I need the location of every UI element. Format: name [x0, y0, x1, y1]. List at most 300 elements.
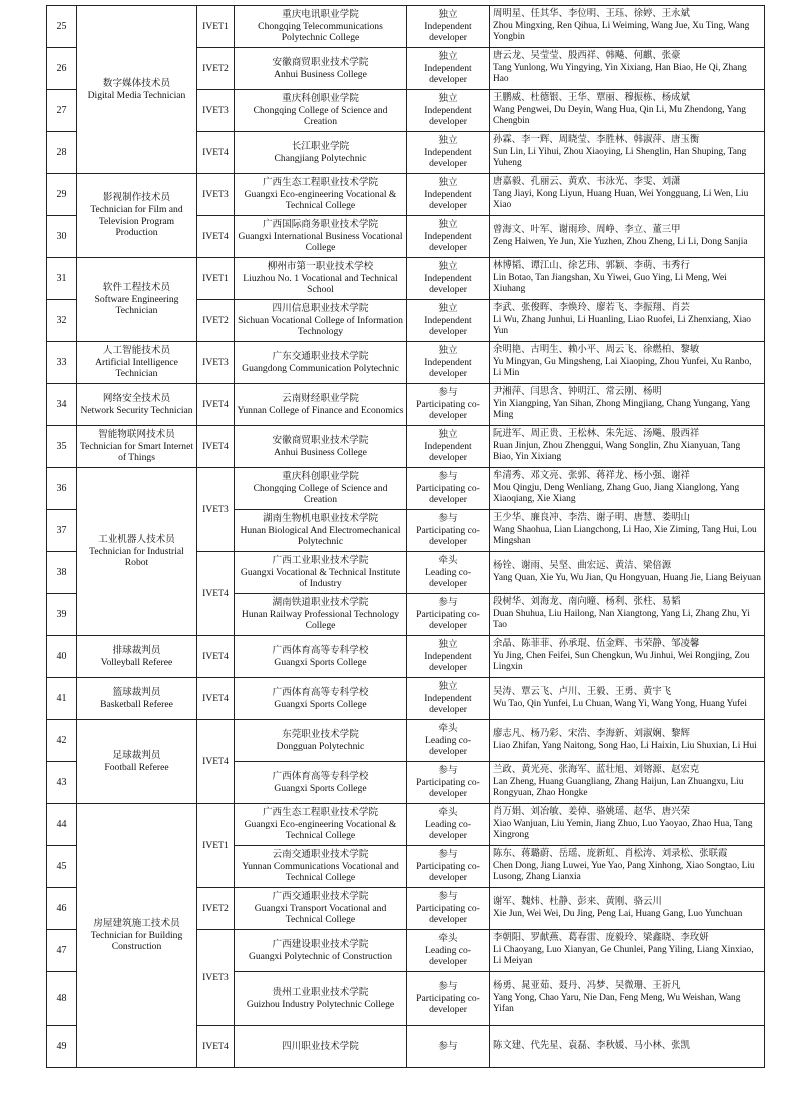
role-zh: 独立 — [438, 9, 458, 21]
role-en: Participating co-developer — [416, 776, 480, 800]
members-cell — [490, 258, 765, 300]
college-name-zh: 广西交通职业技术学院 — [272, 891, 369, 903]
college-cell — [235, 426, 407, 468]
occupation-name-en: Technician for Building Construction — [90, 929, 183, 953]
college-cell — [235, 636, 407, 678]
table-row — [47, 636, 765, 678]
college-name-en: Guangxi Eco-engineering Vocational & Technical College — [244, 818, 397, 842]
role-zh: 独立 — [438, 177, 458, 189]
role-zh: 参与 — [438, 471, 458, 483]
row-number: 38 — [47, 552, 77, 594]
members-cell — [490, 804, 765, 846]
members-en: Wang Pengwei, Du Deyin, Wang Hua, Qin Li, Mu Zhendong, Yang Chengbin — [493, 104, 746, 127]
members-zh: 牟清秀、邓文亮、张郭、蒋祥龙、杨小强、谢祥 — [493, 471, 690, 482]
role-zh: 参与 — [438, 891, 458, 903]
college-name-zh: 贵州工业职业技术学院 — [272, 986, 369, 998]
college-name-zh: 湖南铁道职业技术学院 — [272, 597, 369, 609]
row-number: 39 — [47, 594, 77, 636]
occupation-cell — [77, 636, 197, 678]
college-name-en: Guangxi International Business Vocational College — [238, 230, 403, 254]
role-zh: 参与 — [438, 597, 458, 609]
college-name-en: Guangxi Sports College — [274, 698, 367, 710]
members-zh: 林博韬、谭江山、徐艺玮、郭颖、李萌、韦秀行 — [493, 261, 690, 272]
members-zh: 吴涛、覃云飞、卢川、王毅、王勇、黄宇飞 — [493, 687, 672, 698]
role-en: Independent developer — [424, 440, 472, 464]
members-zh: 段树华、刘海龙、南向曈、杨利、张柱、易韬 — [493, 597, 681, 608]
role-zh: 独立 — [438, 681, 458, 693]
college-cell — [235, 384, 407, 426]
occupation-name-en: Football Referee — [104, 761, 169, 773]
members-zh: 谢军、魏炜、杜静、彭来、黄刚、骆云川 — [493, 897, 662, 908]
college-name-zh: 广西国际商务职业技术学院 — [262, 219, 379, 231]
role-zh: 独立 — [438, 429, 458, 441]
ivet-level: IVET4 — [197, 1026, 235, 1068]
role-cell — [407, 972, 490, 1026]
ivet-level: IVET4 — [197, 636, 235, 678]
row-number: 33 — [47, 342, 77, 384]
members-cell — [490, 6, 765, 48]
college-name-en: Guangdong Communication Polytechnic — [242, 362, 399, 374]
college-cell — [235, 510, 407, 552]
table-row — [47, 720, 765, 762]
table-row — [47, 678, 765, 720]
members-cell — [490, 552, 765, 594]
college-name-en: Guangxi Sports College — [274, 656, 367, 668]
occupation-cell — [77, 804, 197, 1068]
college-cell — [235, 342, 407, 384]
role-en: Leading co-developer — [424, 818, 472, 842]
row-number: 31 — [47, 258, 77, 300]
role-en: Independent developer — [424, 146, 472, 170]
row-number: 35 — [47, 426, 77, 468]
members-zh: 杨勇、晁亚茹、聂丹、冯梦、吴微珊、王祈凡 — [493, 981, 681, 992]
college-cell — [235, 720, 407, 762]
college-cell — [235, 552, 407, 594]
college-cell — [235, 6, 407, 48]
college-cell — [235, 804, 407, 846]
role-en: Leading co-developer — [424, 566, 472, 590]
college-name-zh: 东莞职业技术学院 — [282, 728, 359, 740]
ivet-level: IVET4 — [197, 552, 235, 636]
college-cell — [235, 300, 407, 342]
members-cell — [490, 1026, 765, 1068]
college-name-en: Changjiang Polytechnic — [274, 152, 367, 164]
members-zh: 王少华、廉良冲、李浩、谢子明、唐慧、娄明山 — [493, 513, 690, 524]
row-number: 48 — [47, 972, 77, 1026]
college-name-zh: 广西建设职业技术学院 — [272, 938, 369, 950]
occupation-name-en: Technician for Smart Internet of Things — [79, 440, 194, 464]
occupation-cell — [77, 426, 197, 468]
role-zh: 独立 — [438, 261, 458, 273]
role-cell — [407, 510, 490, 552]
occupation-name-zh: 房屋建筑施工技术员 — [93, 918, 180, 930]
college-name-zh: 重庆电讯职业学院 — [282, 9, 359, 21]
college-cell — [235, 174, 407, 216]
ivet-level: IVET1 — [197, 6, 235, 48]
row-number: 26 — [47, 48, 77, 90]
occupation-cell — [77, 384, 197, 426]
members-cell — [490, 468, 765, 510]
college-name-en: Liuzhou No. 1 Vocational and Technical School — [243, 272, 398, 296]
role-cell — [407, 174, 490, 216]
role-zh: 参与 — [438, 1040, 458, 1052]
members-zh: 陈文建、代先星、袁磊、李秋媛、马小林、张凯 — [493, 1040, 690, 1051]
role-cell — [407, 300, 490, 342]
occupation-name-zh: 篮球裁判员 — [112, 686, 161, 698]
developer-table — [46, 5, 765, 1068]
row-number: 36 — [47, 468, 77, 510]
table-body — [47, 6, 765, 1068]
ivet-level: IVET3 — [197, 930, 235, 1026]
members-zh: 唐云龙、吴莹莹、殷西祥、韩飚、何麒、张豪 — [493, 51, 681, 62]
row-number: 47 — [47, 930, 77, 972]
members-cell — [490, 636, 765, 678]
members-cell — [490, 300, 765, 342]
role-en: Participating co-developer — [416, 482, 480, 506]
row-number: 28 — [47, 132, 77, 174]
role-zh: 独立 — [438, 135, 458, 147]
occupation-name-zh: 足球裁判员 — [112, 749, 161, 761]
table-row — [47, 258, 765, 300]
occupation-name-zh: 影视制作技术员 — [102, 192, 171, 204]
college-name-en: Guangxi Transport Vocational and Technical College — [254, 902, 387, 926]
role-zh: 参与 — [438, 981, 458, 993]
role-zh: 牵头 — [438, 807, 458, 819]
row-number: 32 — [47, 300, 77, 342]
college-name-zh: 重庆科创职业学院 — [282, 471, 359, 483]
members-zh: 廖志凡、杨乃彩、宋浩、李海新、刘淑娴、黎辉 — [493, 729, 690, 740]
members-zh: 兰政、黄光亮、张海军、蓝壮旭、刘镕源、赵宏克 — [493, 765, 700, 776]
members-en: Zeng Haiwen, Ye Jun, Xie Yuzhen, Zhou Zheng, Li Li, Dong Sanjia — [493, 236, 748, 247]
college-name-zh: 广东交通职业技术学院 — [272, 350, 369, 362]
college-cell — [235, 132, 407, 174]
ivet-level: IVET2 — [197, 888, 235, 930]
occupation-name-zh: 软件工程技术员 — [102, 282, 171, 294]
members-en: Xiao Wanjuan, Liu Yemin, Jiang Zhuo, Luo Yaoyao, Zhao Hua, Tang Xingrong — [493, 818, 753, 841]
role-cell — [407, 48, 490, 90]
role-en: Leading co-developer — [424, 734, 472, 758]
members-en: Zhou Mingxing, Ren Qihua, Li Weiming, Wang Jue, Xu Ting, Wang Yongbin — [493, 20, 750, 43]
members-cell — [490, 888, 765, 930]
members-cell — [490, 48, 765, 90]
college-name-zh: 四川信息职业技术学院 — [272, 303, 369, 315]
role-en: Independent developer — [424, 692, 472, 716]
occupation-name-en: Technician for Film and Television Program Production — [90, 203, 183, 239]
role-en: Participating co-developer — [416, 860, 480, 884]
college-name-en: Chongqing College of Science and Creation — [253, 104, 388, 128]
college-name-zh: 广西体育高等专科学校 — [272, 644, 369, 656]
role-cell — [407, 216, 490, 258]
role-cell — [407, 846, 490, 888]
role-zh: 独立 — [438, 639, 458, 651]
role-cell — [407, 1026, 490, 1068]
college-cell — [235, 48, 407, 90]
row-number: 34 — [47, 384, 77, 426]
role-cell — [407, 594, 490, 636]
role-cell — [407, 132, 490, 174]
table-row — [47, 468, 765, 510]
members-cell — [490, 216, 765, 258]
members-cell — [490, 132, 765, 174]
members-en: Wang Shaohua, Lian Liangchong, Li Hao, Xie Ziming, Tang Hui, Lou Mingshan — [493, 524, 757, 547]
ivet-level: IVET4 — [197, 678, 235, 720]
row-number: 46 — [47, 888, 77, 930]
college-name-zh: 四川职业技术学院 — [282, 1040, 359, 1052]
occupation-cell — [77, 720, 197, 804]
role-zh: 参与 — [438, 387, 458, 399]
role-en: Participating co-developer — [416, 902, 480, 926]
row-number: 30 — [47, 216, 77, 258]
members-cell — [490, 426, 765, 468]
college-name-zh: 广西工业职业技术学院 — [272, 555, 369, 567]
college-cell — [235, 1026, 407, 1068]
role-cell — [407, 258, 490, 300]
college-name-zh: 广西生态工程职业技术学院 — [262, 177, 379, 189]
role-zh: 独立 — [438, 219, 458, 231]
members-zh: 余晶、陈菲菲、孙承琨、伍金辉、韦荣静、邹凌馨 — [493, 639, 700, 650]
occupation-name-en: Volleyball Referee — [100, 656, 173, 668]
table-row — [47, 384, 765, 426]
role-en: Participating co-developer — [416, 608, 480, 632]
college-name-en: Yunnan College of Finance and Economics — [237, 404, 404, 416]
college-name-en: Chongqing College of Science and Creation — [253, 482, 388, 506]
role-cell — [407, 384, 490, 426]
ivet-level: IVET2 — [197, 300, 235, 342]
college-name-zh: 长江职业学院 — [291, 140, 350, 152]
role-zh: 牵头 — [438, 933, 458, 945]
members-en: Yin Xiangping, Yan Sihan, Zhong Mingjiang, Chang Yungang, Yang Ming — [493, 398, 750, 421]
occupation-cell — [77, 174, 197, 258]
members-en: Lin Botao, Tan Jiangshan, Xu Yiwei, Guo Ying, Li Meng, Wei Xiuhang — [493, 272, 727, 295]
occupation-name-en: Digital Media Technician — [87, 89, 186, 101]
ivet-level: IVET3 — [197, 174, 235, 216]
members-cell — [490, 594, 765, 636]
role-cell — [407, 678, 490, 720]
college-cell — [235, 678, 407, 720]
occupation-name-en: Network Security Technician — [80, 404, 193, 416]
row-number: 29 — [47, 174, 77, 216]
occupation-name-en: Technician for Industrial Robot — [89, 545, 184, 569]
occupation-name-zh: 智能物联网技术员 — [98, 429, 175, 441]
college-name-en: Anhui Business College — [274, 68, 367, 80]
occupation-name-en: Artificial Intelligence Technician — [95, 356, 178, 380]
row-number: 40 — [47, 636, 77, 678]
row-number: 27 — [47, 90, 77, 132]
row-number: 44 — [47, 804, 77, 846]
occupation-name-en: Basketball Referee — [100, 698, 173, 710]
role-zh: 参与 — [438, 765, 458, 777]
members-en: Tang Yunlong, Wu Yingying, Yin Xixiang, Han Biao, He Qi, Zhang Hao — [493, 62, 747, 85]
row-number: 42 — [47, 720, 77, 762]
college-name-zh: 广西体育高等专科学校 — [272, 770, 369, 782]
college-cell — [235, 258, 407, 300]
college-name-zh: 广西体育高等专科学校 — [272, 686, 369, 698]
college-name-en: Anhui Business College — [274, 446, 367, 458]
table-row — [47, 804, 765, 846]
members-cell — [490, 720, 765, 762]
members-zh: 阮进军、周正贵、王松林、朱先远、汤飚、殷西祥 — [493, 429, 700, 440]
role-zh: 牵头 — [438, 555, 458, 567]
members-en: Li Chaoyang, Luo Xianyan, Ge Chunlei, Pang Yiling, Liang Xinxiao, Li Meiyan — [493, 944, 754, 967]
members-cell — [490, 90, 765, 132]
college-name-zh: 云南交通职业技术学院 — [272, 849, 369, 861]
college-name-zh: 湖南生物机电职业技术学院 — [262, 513, 379, 525]
role-cell — [407, 888, 490, 930]
members-cell — [490, 384, 765, 426]
table-row — [47, 174, 765, 216]
members-en: Yang Yong, Chao Yaru, Nie Dan, Feng Meng, Wu Weishan, Wang Yifan — [493, 992, 741, 1015]
members-zh: 尹湘萍、闫思含、钟明江、常云刚、杨明 — [493, 387, 662, 398]
document-page — [46, 5, 764, 1068]
members-cell — [490, 342, 765, 384]
college-name-zh: 重庆科创职业学院 — [282, 93, 359, 105]
role-en: Independent developer — [424, 62, 472, 86]
ivet-level: IVET3 — [197, 468, 235, 552]
row-number: 37 — [47, 510, 77, 552]
college-cell — [235, 594, 407, 636]
members-zh: 王鹏威、杜德银、王华、覃丽、穆振栋、杨成斌 — [493, 93, 690, 104]
members-zh: 肖万娟、刘冶敏、姜倬、骆姚瑶、赵华、唐兴荣 — [493, 807, 690, 818]
row-number: 43 — [47, 762, 77, 804]
college-cell — [235, 90, 407, 132]
members-en: Liao Zhifan, Yang Naitong, Song Hao, Li Haixin, Liu Shuxian, Li Hui — [493, 740, 757, 751]
table-row — [47, 6, 765, 48]
row-number: 49 — [47, 1026, 77, 1068]
occupation-name-zh: 人工智能技术员 — [102, 345, 171, 357]
role-cell — [407, 6, 490, 48]
members-zh: 周明星、任其华、李位明、王珏、徐婷、王永斌 — [493, 9, 690, 20]
ivet-level: IVET4 — [197, 426, 235, 468]
ivet-level: IVET1 — [197, 258, 235, 300]
college-name-en: Guangxi Sports College — [274, 782, 367, 794]
members-cell — [490, 972, 765, 1026]
college-name-en: Chongqing Telecommunications Polytechnic College — [258, 20, 383, 44]
role-en: Independent developer — [424, 188, 472, 212]
ivet-level: IVET1 — [197, 804, 235, 888]
college-cell — [235, 972, 407, 1026]
role-zh: 独立 — [438, 93, 458, 105]
ivet-level: IVET4 — [197, 216, 235, 258]
college-cell — [235, 930, 407, 972]
role-zh: 参与 — [438, 513, 458, 525]
college-name-en: Hunan Railway Professional Technology College — [241, 608, 400, 632]
role-en: Leading co-developer — [424, 944, 472, 968]
members-zh: 杨铨、谢雨、吴坚、曲宏远、黄洁、梁倍源 — [493, 561, 672, 572]
members-en: Tang Jiayi, Kong Liyun, Huang Huan, Wei Yongguang, Li Wen, Liu Xiao — [493, 188, 749, 211]
college-cell — [235, 468, 407, 510]
occupation-name-en: Software Engineering Technician — [94, 293, 179, 317]
ivet-level: IVET3 — [197, 90, 235, 132]
ivet-level: IVET4 — [197, 132, 235, 174]
occupation-name-zh: 工业机器人技术员 — [98, 534, 175, 546]
role-en: Participating co-developer — [416, 524, 480, 548]
occupation-cell — [77, 678, 197, 720]
college-cell — [235, 762, 407, 804]
occupation-name-zh: 网络安全技术员 — [102, 392, 171, 404]
members-zh: 陈东、蒋璐蔚、岳瑶、庞新虹、肖松涛、刘录松、张联霞 — [493, 849, 728, 860]
role-cell — [407, 720, 490, 762]
role-cell — [407, 426, 490, 468]
role-cell — [407, 930, 490, 972]
table-row — [47, 342, 765, 384]
members-cell — [490, 930, 765, 972]
role-en: Participating co-developer — [416, 398, 480, 422]
occupation-cell — [77, 258, 197, 342]
role-en: Independent developer — [424, 650, 472, 674]
members-en: Ruan Jinjun, Zhou Zhenggui, Wang Songlin, Zhu Xianyuan, Tang Biao, Yin Xixiang — [493, 440, 741, 463]
college-name-en: Yunnan Communications Vocational and Technical College — [242, 860, 399, 884]
role-en: Independent developer — [424, 230, 472, 254]
members-zh: 曾海文、叶军、谢雨珍、周峥、李立、董三甲 — [493, 225, 681, 236]
role-zh: 独立 — [438, 51, 458, 63]
role-cell — [407, 636, 490, 678]
members-en: Yu Jing, Chen Feifei, Sun Chengkun, Wu Jinhui, Wei Rongjing, Zou Lingxin — [493, 650, 750, 673]
members-cell — [490, 678, 765, 720]
members-zh: 李武、张俊晖、李焕玲、廖若飞、李振翔、肖芸 — [493, 303, 690, 314]
college-name-en: Guangxi Vocational & Technical Institute of Industry — [240, 566, 401, 590]
occupation-name-zh: 数字媒体技术员 — [102, 77, 171, 89]
college-cell — [235, 216, 407, 258]
ivet-level: IVET3 — [197, 342, 235, 384]
role-cell — [407, 552, 490, 594]
role-en: Independent developer — [424, 272, 472, 296]
members-cell — [490, 174, 765, 216]
role-en: Participating co-developer — [416, 992, 480, 1016]
members-zh: 李朝阳、罗献燕、葛春雷、庞毅玲、梁鑫晓、李玫妍 — [493, 933, 709, 944]
college-name-zh: 安徽商贸职业技术学院 — [272, 56, 369, 68]
members-en: Li Wu, Zhang Junhui, Li Huanling, Liao Ruofei, Li Zhenxiang, Xiao Yun — [493, 314, 751, 337]
college-name-en: Hunan Biological And Electromechanical Polytechnic — [240, 524, 401, 548]
occupation-cell — [77, 468, 197, 636]
college-name-en: Dongguan Polytechnic — [276, 740, 365, 752]
ivet-level: IVET2 — [197, 48, 235, 90]
college-name-zh: 云南财经职业学院 — [282, 392, 359, 404]
members-en: Lan Zheng, Huang Guangliang, Zhang Haijun, Lan Zhuangxu, Liu Rongyuan, Zhao Hongke — [493, 776, 744, 799]
college-cell — [235, 846, 407, 888]
ivet-level: IVET4 — [197, 384, 235, 426]
members-en: Yang Quan, Xie Yu, Wu Jian, Qu Hongyuan, Huang Jie, Liang Beiyuan — [493, 572, 761, 583]
row-number: 45 — [47, 846, 77, 888]
members-en: Sun Lin, Li Yihui, Zhou Xiaoying, Li Shenglin, Han Shuping, Tang Yuheng — [493, 146, 747, 169]
role-cell — [407, 90, 490, 132]
college-name-en: Sichuan Vocational College of Information Technology — [238, 314, 403, 338]
row-number: 25 — [47, 6, 77, 48]
role-cell — [407, 804, 490, 846]
role-en: Independent developer — [424, 356, 472, 380]
role-cell — [407, 762, 490, 804]
college-name-en: Guangxi Eco-engineering Vocational & Technical College — [244, 188, 397, 212]
occupation-cell — [77, 342, 197, 384]
role-zh: 牵头 — [438, 723, 458, 735]
college-name-zh: 广西生态工程职业技术学院 — [262, 807, 379, 819]
role-zh: 独立 — [438, 303, 458, 315]
role-cell — [407, 468, 490, 510]
members-cell — [490, 510, 765, 552]
row-number: 41 — [47, 678, 77, 720]
role-en: Independent developer — [424, 20, 472, 44]
members-en: Mou Qingju, Deng Wenliang, Zhang Guo, Jiang Xianglong, Yang Xiaoqiang, Xie Xiang — [493, 482, 740, 505]
ivet-level: IVET4 — [197, 720, 235, 804]
members-zh: 余明艳、古明生、赖小平、周云飞、徐燃柏、黎敏 — [493, 345, 700, 356]
occupation-name-zh: 排球裁判员 — [112, 644, 161, 656]
role-en: Independent developer — [424, 314, 472, 338]
members-zh: 唐嘉毅、孔丽云、黄欢、韦泳光、李雯、刘潇 — [493, 177, 681, 188]
college-name-zh: 安徽商贸职业技术学院 — [272, 434, 369, 446]
college-name-en: Guizhou Industry Polytechnic College — [246, 998, 395, 1010]
members-zh: 孙霖、李一辉、周晓莹、李胜林、韩淑萍、唐玉衡 — [493, 135, 700, 146]
members-en: Wu Tao, Qin Yunfei, Lu Chuan, Wang Yi, Wang Yong, Huang Yufei — [493, 698, 747, 709]
college-cell — [235, 888, 407, 930]
